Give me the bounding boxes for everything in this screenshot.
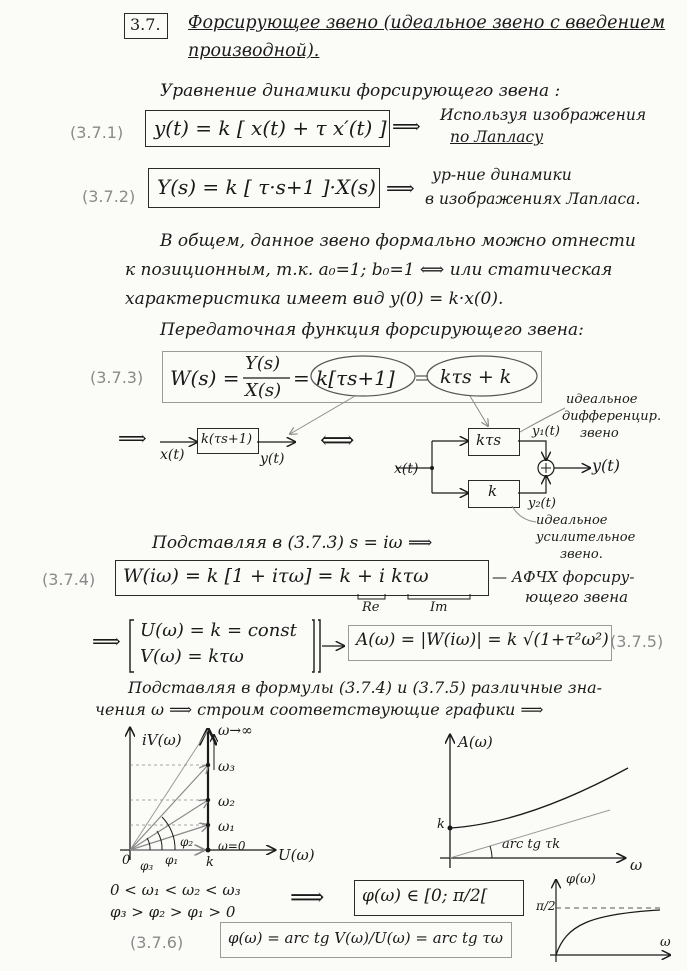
eq-371-label: (3.7.1) bbox=[70, 123, 124, 142]
note-bottom-3: звено. bbox=[560, 547, 603, 562]
section-title-line1: Форсирующее звено (идеальное звено с введением bbox=[188, 13, 666, 33]
nyquist-cond2: φ₃ > φ₂ > φ₁ > 0 bbox=[110, 903, 236, 921]
nyquist-infinity-label: ω→∞ bbox=[218, 723, 253, 739]
amp-curve bbox=[450, 768, 628, 828]
plots-intro-line1: Подставляя в формулы (3.7.4) и (3.7.5) различные зна- bbox=[128, 678, 603, 697]
nyquist-phi3: φ₃ bbox=[140, 859, 154, 873]
eq-374-label: (3.7.4) bbox=[42, 570, 96, 589]
implies-arrow-4: ⟹ bbox=[92, 629, 121, 653]
single-block-label: k(τs+1) bbox=[201, 432, 253, 447]
amp-asymptote bbox=[450, 810, 610, 858]
eq-372: Y(s) = k [ τ·s+1 ]·X(s) bbox=[157, 175, 376, 199]
eq-372-note-2: в изображениях Лапласа. bbox=[425, 190, 641, 208]
equivalence-arrow: ⟺ bbox=[320, 426, 355, 454]
pointer-2 bbox=[470, 396, 488, 426]
phase-plot bbox=[550, 880, 670, 962]
implies-arrow-1: ⟹ bbox=[392, 114, 421, 138]
oval-mid bbox=[311, 356, 415, 396]
eq-373-right: kτs + k bbox=[440, 366, 512, 388]
amp-y-axis-label: A(ω) bbox=[458, 733, 493, 751]
eq-371-note-2: по Лапласу bbox=[450, 128, 544, 146]
nyquist-w3: ω₃ bbox=[218, 759, 236, 775]
v-eq: V(ω) = kτω bbox=[140, 646, 244, 667]
eq-376: φ(ω) = arc tg V(ω)/U(ω) = arc tg τω bbox=[228, 929, 503, 947]
amp-k: k bbox=[437, 817, 445, 832]
nyquist-w0: ω=0 bbox=[218, 839, 246, 853]
eq-373-frac-den: X(s) bbox=[245, 380, 282, 401]
y2-label: y₂(t) bbox=[528, 496, 556, 511]
nyquist-w2: ω₂ bbox=[218, 794, 236, 810]
eq-371-note-1: Используя изображения bbox=[440, 106, 647, 124]
phase-plot-tick: π/2 bbox=[536, 899, 556, 913]
phase-plot-x-label: ω bbox=[660, 935, 671, 950]
plots-intro-line2: чения ω ⟹ строим соответствующие графики ⟹ bbox=[95, 700, 544, 719]
pointer-1 bbox=[290, 396, 355, 434]
general-line3: характеристика имеет вид y(0) = k·x(0). bbox=[125, 289, 504, 309]
diagram-input-2: x(t) bbox=[394, 461, 419, 477]
eq-371: y(t) = k [ x(t) + τ x′(t) ] bbox=[154, 116, 387, 140]
note-top-2: дифференцир. bbox=[562, 409, 662, 424]
amp-x-axis-label: ω bbox=[630, 856, 643, 874]
phase-range-eq: φ(ω) ∈ [0; π/2[ bbox=[362, 886, 488, 906]
nyquist-phi1: φ₁ bbox=[165, 853, 179, 867]
eq-373-label: (3.7.3) bbox=[90, 368, 144, 387]
transfer-heading: Передаточная функция форсирующего звена: bbox=[160, 320, 584, 340]
nyquist-phi2: φ₂ bbox=[180, 835, 194, 849]
nyquist-origin: 0 bbox=[122, 853, 131, 868]
implies-arrow-5: ⟹ bbox=[290, 883, 325, 911]
nyquist-x-axis-label: U(ω) bbox=[278, 846, 315, 864]
eq-373-mid: = k[τs+1] bbox=[293, 366, 395, 390]
section-number: 3.7. bbox=[130, 15, 161, 34]
eq-375-label: (3.7.5) bbox=[610, 632, 664, 651]
eq-373-w: W(s) = bbox=[170, 366, 240, 390]
substitute-line: Подставляя в (3.7.3) s = iω ⟹ bbox=[152, 533, 433, 553]
eq-374: W(iω) = k [1 + iτω] = k + i kτω bbox=[123, 565, 429, 587]
amplitude-plot bbox=[440, 735, 628, 868]
note-top-3: звено bbox=[580, 426, 619, 441]
implies-arrow-3: ⟹ bbox=[118, 426, 147, 450]
re-label: Re bbox=[362, 600, 380, 615]
amp-angle: arc tg τk bbox=[502, 837, 561, 852]
ray-infinity bbox=[130, 730, 208, 850]
nyquist-cond1: 0 < ω₁ < ω₂ < ω₃ bbox=[110, 881, 241, 899]
amp-eq: A(ω) = |W(iω)| = k √(1+τ²ω²) bbox=[356, 630, 609, 650]
block-bottom-label: k bbox=[488, 482, 498, 500]
u-eq: U(ω) = k = const bbox=[140, 620, 297, 641]
implies-arrow-2: ⟹ bbox=[386, 176, 415, 200]
dynamics-heading: Уравнение динамики форсирующего звена : bbox=[160, 81, 561, 101]
nyquist-y-axis-label: iV(ω) bbox=[142, 731, 182, 749]
afc-note-2: ющего звена bbox=[525, 588, 629, 606]
nyquist-k: k bbox=[206, 855, 214, 870]
note-bottom-1: идеальное bbox=[536, 513, 608, 528]
section-title-line2: производной). bbox=[188, 41, 320, 61]
y1-label: y₁(t) bbox=[532, 424, 560, 439]
general-line2: к позиционным, т.к. a₀=1; b₀=1 ⟺ или статическая bbox=[125, 260, 613, 280]
eq-372-label: (3.7.2) bbox=[82, 187, 136, 206]
oval-right bbox=[427, 356, 537, 396]
diagram-output-1: y(t) bbox=[260, 451, 285, 467]
phase-plot-y-label: φ(ω) bbox=[566, 872, 596, 887]
eq-372-note-1: ур-ние динамики bbox=[432, 166, 572, 184]
eq-373-frac-num: Y(s) bbox=[245, 353, 281, 374]
diagram-input-1: x(t) bbox=[160, 447, 185, 463]
block-top-label: kτs bbox=[476, 431, 502, 449]
general-line1: В общем, данное звено формально можно отнести bbox=[160, 231, 636, 251]
afc-note-1: — АФЧХ форсиру- bbox=[492, 568, 635, 586]
nyquist-w1: ω₁ bbox=[218, 819, 236, 835]
eq-376-label: (3.7.6) bbox=[130, 933, 184, 952]
im-label: Im bbox=[430, 600, 448, 615]
nyquist-plot bbox=[120, 728, 275, 860]
note-top-1: идеальное bbox=[566, 392, 638, 407]
diagram-output-2: y(t) bbox=[592, 456, 620, 475]
note-bottom-2: усилительное bbox=[536, 530, 636, 545]
